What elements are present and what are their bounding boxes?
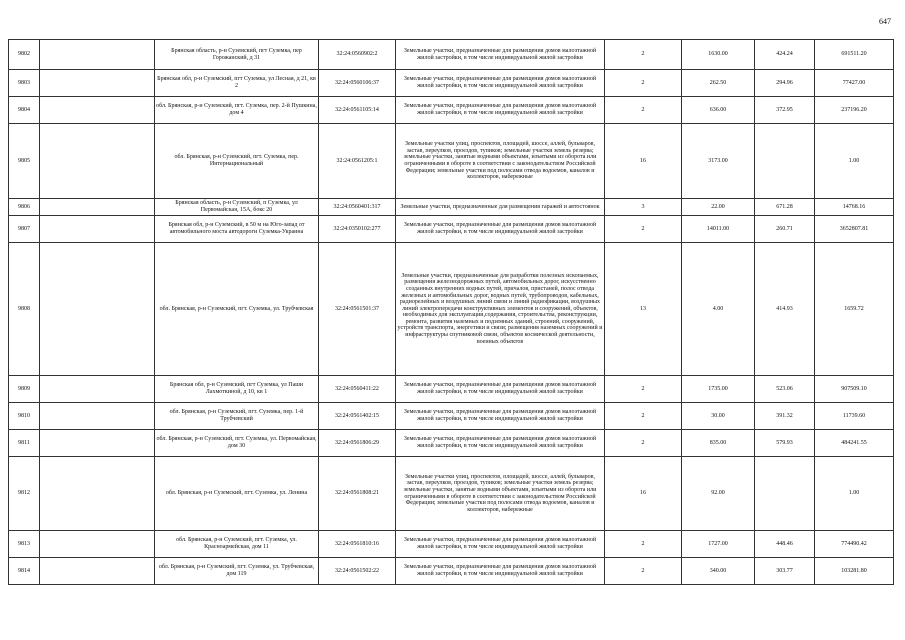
- group-code-cell: 2: [605, 430, 682, 457]
- area-cell: 1735.00: [682, 376, 755, 403]
- blank-cell: [40, 70, 155, 97]
- cadastral-number-cell: 32:24:0560401:317: [319, 199, 396, 216]
- row-number: 9814: [9, 558, 40, 585]
- table-row: [9, 70, 894, 97]
- row-number: 9807: [9, 216, 40, 243]
- cadastral-value-cell: 3652807.81: [815, 216, 894, 243]
- specific-value-cell: 294.96: [755, 70, 815, 97]
- area-cell: 262.50: [682, 70, 755, 97]
- blank-cell: [40, 199, 155, 216]
- group-code-cell: 16: [605, 124, 682, 199]
- land-use-cell: Земельные участки, предназначенные для размещения домов малоэтажной жилой застройки, в том числе индивидуальной жилой застройки: [396, 70, 605, 97]
- land-use-cell: Земельные участки, предназначенные для размещения домов малоэтажной жилой застройки, в том числе индивидуальной жилой застройки: [396, 97, 605, 124]
- area-cell: 14011.00: [682, 216, 755, 243]
- address-cell: обл. Брянская, р-н Суземский, пгт. Суземка, ул. Ленина: [155, 457, 319, 531]
- table-row: [9, 558, 894, 585]
- land-use-cell: Земельные участки улиц, проспектов, площадей, шоссе, аллей, бульваров, застав, переулков, проездов, тупиков; земельные участки земель резерва; земельные участки, занятые водными объектами, изъятыми из оборота или ограниченными в обороте в соответствии с законодательством Российской Федерации; земельные участки под полосами отвода водоемов, каналов и коллекторов, набережные: [396, 124, 605, 199]
- group-code-cell: 2: [605, 40, 682, 70]
- area-cell: 636.00: [682, 97, 755, 124]
- specific-value-cell: [755, 124, 815, 199]
- row-number: 9811: [9, 430, 40, 457]
- group-code-cell: 2: [605, 558, 682, 585]
- land-use-cell: Земельные участки, предназначенные для размещения домов малоэтажной жилой застройки, в том числе индивидуальной жилой застройки: [396, 403, 605, 430]
- row-number: 9808: [9, 243, 40, 376]
- land-use-cell: Земельные участки, предназначенные для размещения домов малоэтажной жилой застройки, в том числе индивидуальной жилой застройки: [396, 430, 605, 457]
- row-number: 9810: [9, 403, 40, 430]
- blank-cell: [40, 457, 155, 531]
- area-cell: 4.00: [682, 243, 755, 376]
- cadastral-number-cell: 32:24:0561105:14: [319, 97, 396, 124]
- cadastral-value-cell: 237196.20: [815, 97, 894, 124]
- cadastral-number-cell: 32:24:0561402:15: [319, 403, 396, 430]
- group-code-cell: 2: [605, 531, 682, 558]
- specific-value-cell: 260.71: [755, 216, 815, 243]
- table-row: [9, 403, 894, 430]
- table-row: [9, 376, 894, 403]
- blank-cell: [40, 430, 155, 457]
- address-cell: Брянская область, р-н Суземский, п Суземка, ул Первомайская, 15А, бокс 20: [155, 199, 319, 216]
- blank-cell: [40, 97, 155, 124]
- address-cell: Брянская обл, р-н Суземский, пгт Суземка, ул Паши Лахмоткиной, д 10, кв 1: [155, 376, 319, 403]
- area-cell: 22.00: [682, 199, 755, 216]
- cadastral-value-cell: 907509.10: [815, 376, 894, 403]
- blank-cell: [40, 403, 155, 430]
- cadastral-value-cell: 774490.42: [815, 531, 894, 558]
- cadastral-number-cell: 32:24:0350102:277: [319, 216, 396, 243]
- area-cell: 92.00: [682, 457, 755, 531]
- table-row: [9, 216, 894, 243]
- blank-cell: [40, 531, 155, 558]
- cadastral-value-cell: 691511.20: [815, 40, 894, 70]
- cadastral-number-cell: 32:24:0561810:16: [319, 531, 396, 558]
- cadastral-value-cell: 484241.55: [815, 430, 894, 457]
- specific-value-cell: 391.32: [755, 403, 815, 430]
- blank-cell: [40, 216, 155, 243]
- address-cell: обл. Брянская, р-н Суземский, пгт. Суземка, ул. Красноармейская, дом 11: [155, 531, 319, 558]
- cadastral-value-table: [8, 39, 894, 585]
- area-cell: 30.00: [682, 403, 755, 430]
- address-cell: Брянская область, р-н Суземский, пгт Суземка, пер Горожанский, д 31: [155, 40, 319, 70]
- land-use-cell: Земельные участки, предназначенные для размещения домов малоэтажной жилой застройки, в том числе индивидуальной жилой застройки: [396, 531, 605, 558]
- cadastral-number-cell: 32:24:0560106:37: [319, 70, 396, 97]
- cadastral-value-cell: 1.00: [815, 124, 894, 199]
- group-code-cell: 2: [605, 216, 682, 243]
- specific-value-cell: 523.06: [755, 376, 815, 403]
- group-code-cell: 2: [605, 70, 682, 97]
- area-cell: 1727.00: [682, 531, 755, 558]
- specific-value-cell: 424.24: [755, 40, 815, 70]
- group-code-cell: 16: [605, 457, 682, 531]
- table-row: [9, 97, 894, 124]
- table-row: [9, 457, 894, 531]
- table-row: [9, 430, 894, 457]
- land-use-cell: Земельные участки, предназначенные для размещения гаражей и автостоянок: [396, 199, 605, 216]
- specific-value-cell: 671.28: [755, 199, 815, 216]
- area-cell: 835.00: [682, 430, 755, 457]
- specific-value-cell: 448.46: [755, 531, 815, 558]
- table-row: [9, 124, 894, 199]
- row-number: 9812: [9, 457, 40, 531]
- group-code-cell: 2: [605, 376, 682, 403]
- row-number: 9804: [9, 97, 40, 124]
- group-code-cell: 2: [605, 403, 682, 430]
- specific-value-cell: [755, 457, 815, 531]
- row-number: 9809: [9, 376, 40, 403]
- blank-cell: [40, 124, 155, 199]
- blank-cell: [40, 243, 155, 376]
- area-cell: 340.00: [682, 558, 755, 585]
- cadastral-value-cell: 77427.00: [815, 70, 894, 97]
- address-cell: обл. Брянская, р-н Суземский, пгт. Суземка, ул. Первомайская, дом 30: [155, 430, 319, 457]
- row-number: 9805: [9, 124, 40, 199]
- row-number: 9813: [9, 531, 40, 558]
- cadastral-number-cell: 32:24:0561205:1: [319, 124, 396, 199]
- cadastral-number-cell: 32:24:0561502:22: [319, 558, 396, 585]
- address-cell: обл. Брянская, р-н Суземский, пгт. Суземка, ул. Трубчевская: [155, 243, 319, 376]
- land-use-cell: Земельные участки, предназначенные для размещения домов малоэтажной жилой застройки, в том числе индивидуальной жилой застройки: [396, 216, 605, 243]
- blank-cell: [40, 40, 155, 70]
- address-cell: обл. Брянская, р-н Суземский, пгт. Суземка, пер. Интернациональный: [155, 124, 319, 199]
- address-cell: Брянская обл, р-н Суземский, пгт Суземка, ул Лесная, д 21, кв 2: [155, 70, 319, 97]
- table-row: [9, 199, 894, 216]
- blank-cell: [40, 376, 155, 403]
- specific-value-cell: 414.93: [755, 243, 815, 376]
- table-row: [9, 531, 894, 558]
- row-number: 9802: [9, 40, 40, 70]
- table-row: [9, 243, 894, 376]
- row-number: 9803: [9, 70, 40, 97]
- specific-value-cell: 303.77: [755, 558, 815, 585]
- cadastral-value-cell: 14768.16: [815, 199, 894, 216]
- page-number: 647: [879, 17, 891, 26]
- land-use-cell: Земельные участки, предназначенные для размещения домов малоэтажной жилой застройки, в том числе индивидуальной жилой застройки: [396, 376, 605, 403]
- cadastral-value-cell: 11739.60: [815, 403, 894, 430]
- area-cell: 1630.00: [682, 40, 755, 70]
- cadastral-number-cell: 32:24:0560902:2: [319, 40, 396, 70]
- address-cell: обл. Брянская, р-н Суземский, пгт. Суземка, ул. Трубчевская, дом 119: [155, 558, 319, 585]
- area-cell: 3173.00: [682, 124, 755, 199]
- group-code-cell: 13: [605, 243, 682, 376]
- row-number: 9806: [9, 199, 40, 216]
- address-cell: обл. Брянская, р-н Суземский, пгт. Суземка, пер. 1-й Трубчевский: [155, 403, 319, 430]
- specific-value-cell: 579.93: [755, 430, 815, 457]
- land-use-cell: Земельные участки, предназначенные для размещения домов малоэтажной жилой застройки, в том числе индивидуальной жилой застройки: [396, 40, 605, 70]
- land-use-cell: Земельные участки, предназначенные для размещения домов малоэтажной жилой застройки, в том числе индивидуальной жилой застройки: [396, 558, 605, 585]
- table-row: [9, 40, 894, 70]
- land-use-cell: Земельные участки, предназначенные для разработки полезных ископаемых, размещения железнодорожных путей, автомобильных дорог, искусственно созданных внутренних водных путей, причалов, пристаней, полос отвода железных и автомобильных дорог, водных путей, трубопроводов, кабельных, радиорелейных и воздушных линий связи и линий радиофикации, воздушных линий электропередачи конструктивных элементов и сооружений, объектов, необходимых для эксплуатации,содержания, строительства, реконструкции, ремонта, развития наземных и подземных зданий, строений, сооружений, устройств транспорта, энергетики и связи; размещения наземных сооружений и инфраструктуры спутниковой связи, объектов космической деятельности, военных объектов: [396, 243, 605, 376]
- cadastral-number-cell: 32:24:0560411:22: [319, 376, 396, 403]
- group-code-cell: 3: [605, 199, 682, 216]
- land-use-cell: Земельные участки улиц, проспектов, площадей, шоссе, аллей, бульваров, застав, переулков, проездов, тупиков; земельные участки земель резерва; земельные участки, занятые водными объектами, изъятыми из оборота или ограниченными в обороте в соответствии с законодательством Российской Федерации; земельные участки под полосами отвода водоемов, каналов и коллекторов, набережные: [396, 457, 605, 531]
- group-code-cell: 2: [605, 97, 682, 124]
- address-cell: обл. Брянская, р-н Суземский, пгт. Суземка, пер. 2-й Пушкина, дом 4: [155, 97, 319, 124]
- cadastral-number-cell: 32:24:0561808:21: [319, 457, 396, 531]
- cadastral-number-cell: 32:24:0561806:29: [319, 430, 396, 457]
- specific-value-cell: 372.95: [755, 97, 815, 124]
- cadastral-value-cell: 1659.72: [815, 243, 894, 376]
- address-cell: Брянская обл, р-н Суземский, в 50 м на Юго-запад от автомобильного моста автодороги Суземка-Украина: [155, 216, 319, 243]
- blank-cell: [40, 558, 155, 585]
- cadastral-value-cell: 1.00: [815, 457, 894, 531]
- cadastral-number-cell: 32:24:0561501:37: [319, 243, 396, 376]
- cadastral-value-cell: 103281.80: [815, 558, 894, 585]
